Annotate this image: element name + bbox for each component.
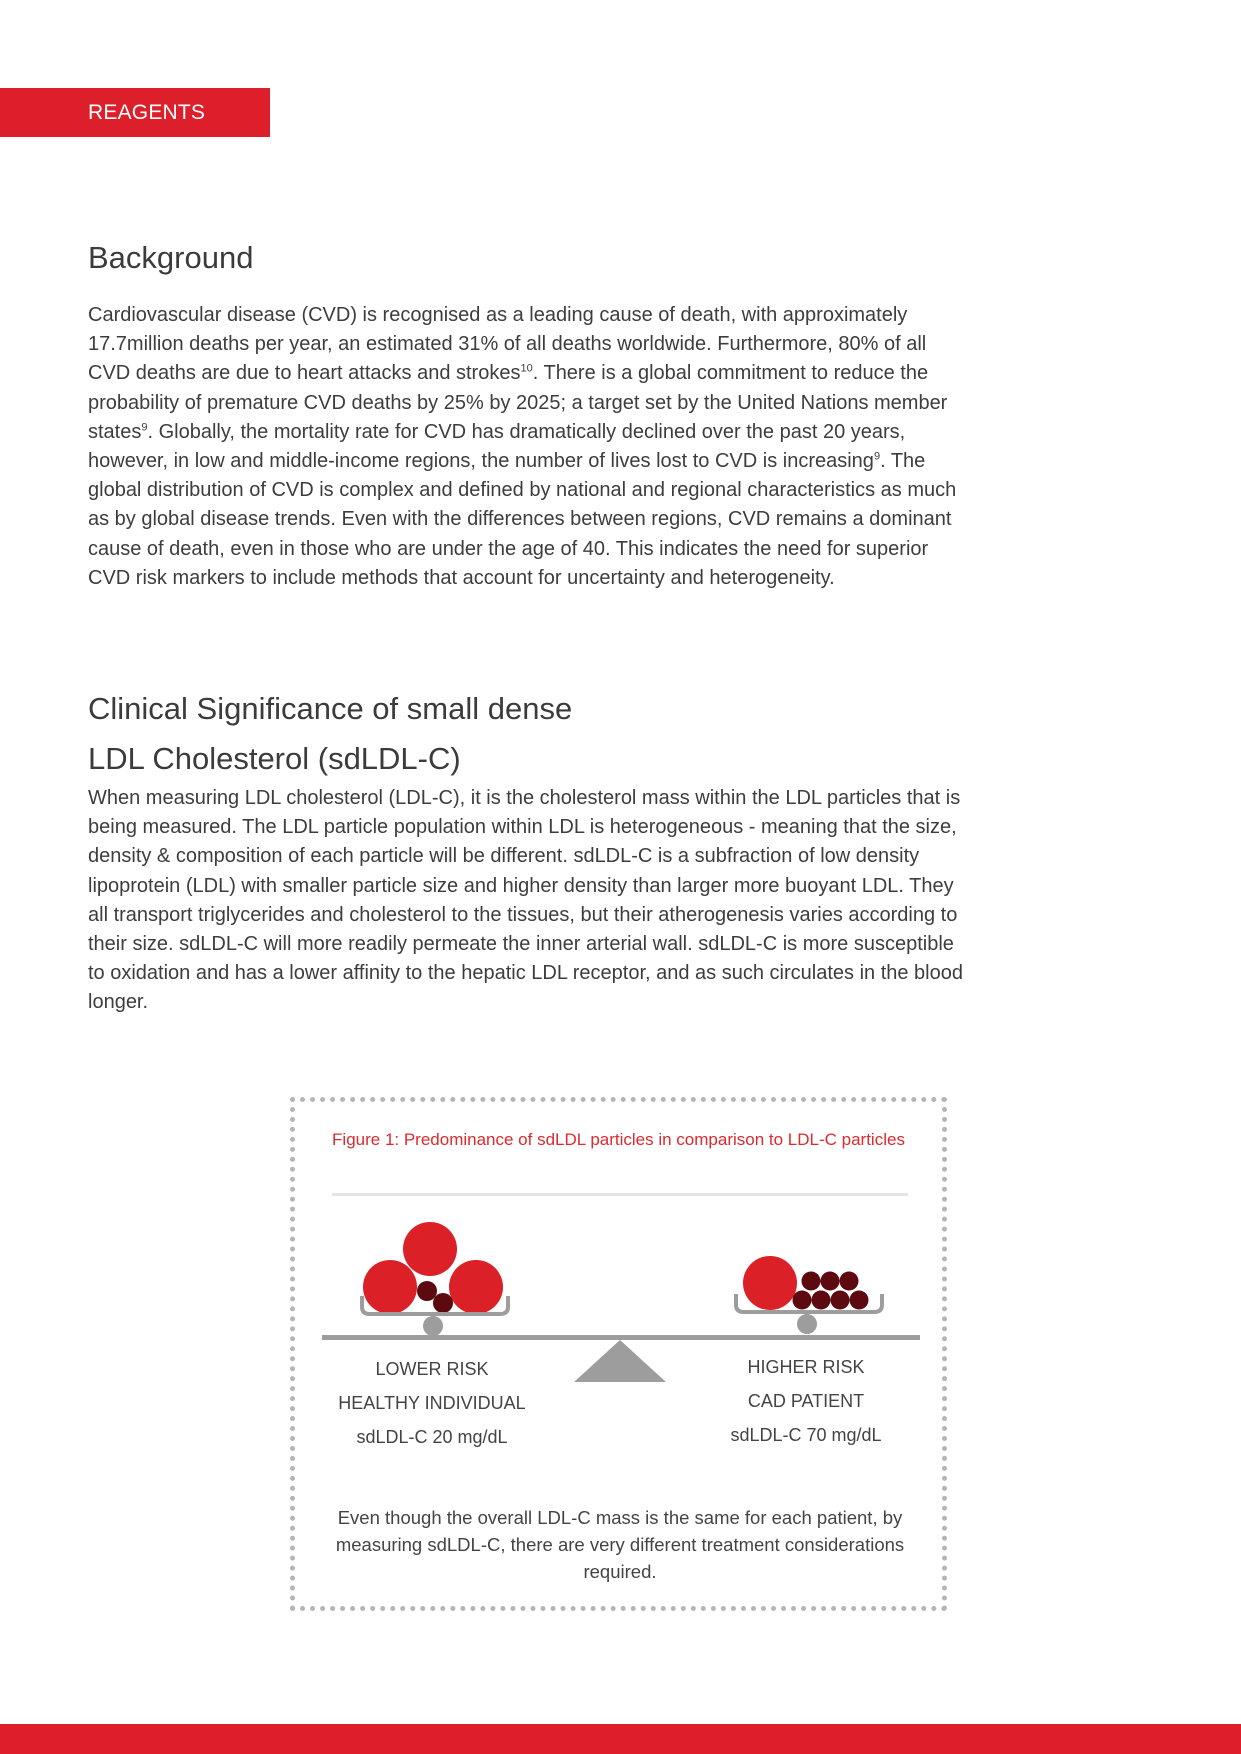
clinical-heading-line1: Clinical Significance of small dense bbox=[88, 691, 573, 726]
figure-note: Even though the overall LDL-C mass is the same for each patient, by measuring sdLDL-C, there are very different treatment considerations required. bbox=[335, 1507, 905, 1582]
small-ldl-particle bbox=[831, 1291, 850, 1310]
small-ldl-particle bbox=[840, 1272, 859, 1291]
small-ldl-particle bbox=[850, 1291, 869, 1310]
large-ldl-particle bbox=[449, 1260, 503, 1314]
small-ldl-particle bbox=[802, 1272, 821, 1291]
clinical-heading bbox=[88, 684, 572, 784]
right-patient-label: CAD PATIENT bbox=[747, 1391, 865, 1411]
right-pivot bbox=[797, 1314, 817, 1334]
large-ldl-particle bbox=[743, 1256, 797, 1310]
left-patient-labels bbox=[312, 1352, 552, 1454]
reference-10: 10 bbox=[520, 362, 533, 375]
clinical-heading-line2: LDL Cholesterol (sdLDL-C) bbox=[88, 741, 461, 776]
large-ldl-particle bbox=[363, 1260, 417, 1314]
right-risk-label: HIGHER RISK bbox=[747, 1357, 865, 1377]
reference-9: 9 bbox=[141, 421, 148, 434]
small-ldl-particle bbox=[417, 1281, 437, 1301]
section-tab: REAGENTS bbox=[0, 88, 270, 137]
small-ldl-particle bbox=[433, 1293, 453, 1313]
right-patient-labels bbox=[686, 1350, 926, 1452]
figure-divider bbox=[332, 1193, 908, 1196]
right-sdldl-value: sdLDL-C 70 mg/dL bbox=[730, 1425, 882, 1445]
large-ldl-particle bbox=[403, 1222, 457, 1276]
fulcrum bbox=[574, 1340, 666, 1382]
small-ldl-particle bbox=[812, 1291, 831, 1310]
background-paragraph: Cardiovascular disease (CVD) is recognised as a leading cause of death, with approximately 17.7million deaths per year, an estimated 31% of all deaths worldwide. Furthermore, 80% of all CVD deaths are due to heart attacks and strokes$^{10}$. There is a global commitment to reduce the probability of premature CVD deaths by 25% by 2025; a target set by the United Nations member states$^9$. Globally, the mortality rate for CVD has dramatically declined over the past 20 years, however, in low and middle-income regions, the number of lives lost to CVD is increasing$^9$. The global distribution of CVD is complex and defined by national and regional characteristics as much as by global disease trends. Even with the differences between regions, CVD remains a dominant cause of death, even in those who are under the age of 40. This indicates the need for superior CVD risk markers to include methods that account for uncertainty and heterogeneity. bbox=[88, 304, 957, 589]
clinical-paragraph: When measuring LDL cholesterol (LDL-C), it is the cholesterol mass within the LDL particles that is being measured. The LDL particle population within LDL is heterogeneous - meaning that the size, density & composition of each particle will be different. sdLDL-C is a subfraction of low density lipoprotein (LDL) with smaller particle size and higher density than larger more buoyant LDL. They all transport triglycerides and cholesterol to the tissues, but their atherogenesis varies according to their size. sdLDL-C will more readily permeate the inner arterial wall. sdLDL-C is more susceptible to oxidation and has a lower affinity to the hepatic LDL receptor, and as such circulates in the blood longer. bbox=[88, 787, 963, 1014]
footer-bar bbox=[0, 1724, 1241, 1754]
reference-9-b: 9 bbox=[873, 450, 881, 463]
left-sdldl-value: sdLDL-C 20 mg/dL bbox=[356, 1427, 508, 1447]
left-patient-label: HEALTHY INDIVIDUAL bbox=[338, 1393, 526, 1413]
balance-beam bbox=[322, 1335, 920, 1340]
left-pivot bbox=[423, 1316, 443, 1336]
left-risk-label: LOWER RISK bbox=[375, 1359, 489, 1379]
figure-caption: Figure 1: Predominance of sdLDL particles in comparison to LDL-C particles bbox=[332, 1130, 905, 1149]
small-ldl-particle bbox=[793, 1291, 812, 1310]
small-ldl-particle bbox=[821, 1272, 840, 1291]
background-heading: Background bbox=[88, 240, 254, 275]
